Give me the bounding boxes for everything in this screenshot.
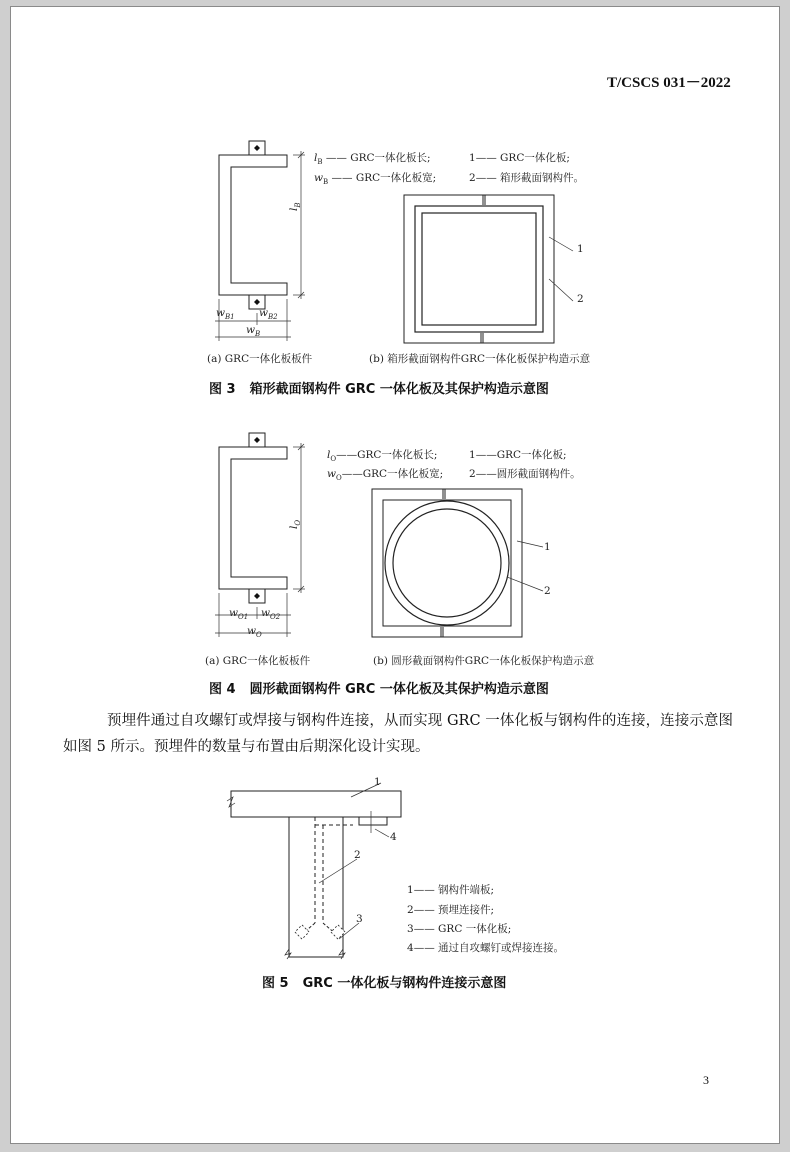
figure5-legend-4: 4—— 通过自攻螺钉或焊接连接。 bbox=[407, 942, 565, 954]
figure4-w1-label: $w_{O1}$ bbox=[229, 607, 249, 622]
figure4-w2-label: $w_{O2}$ bbox=[261, 607, 281, 622]
figure3-subcaption-b: (b) 箱形截面钢构件GRC一体化板保护构造示意 bbox=[369, 353, 591, 365]
figure3-caption: 图 3 箱形截面钢构件 GRC 一体化板及其保护构造示意图 bbox=[209, 382, 549, 397]
figure4-legend-2: 2——圆形截面钢构件。 bbox=[469, 468, 581, 480]
figure5-legend-2: 2—— 预埋连接件; bbox=[407, 904, 495, 916]
figure4-callout-2: 2 bbox=[544, 585, 551, 597]
figure3-length-label: $l_B$ bbox=[288, 202, 303, 211]
figure5-callout-1: 1 bbox=[374, 776, 381, 788]
page-number: 3 bbox=[703, 1073, 709, 1087]
figure5-callout-2: 2 bbox=[354, 849, 361, 861]
standard-number: T/CSCS 031－2022 bbox=[607, 75, 731, 91]
figure4-legend-wo: $w_O——GRC$一体化板宽; bbox=[327, 468, 444, 483]
figure5-callout-4: 4 bbox=[390, 831, 397, 843]
body-paragraph: 预埋件通过自攻螺钉或焊接与钢构件连接，从而实现 GRC 一体化板与钢构件的连接，连接示意图如图 5 所示。预埋件的数量与布置由后期深化设计实现。 bbox=[63, 713, 733, 755]
figure3-legend-2: 2—— 箱形截面钢构件。 bbox=[469, 172, 585, 184]
figure4-callout-1: 1 bbox=[544, 541, 551, 553]
figure4-subcaption-b: (b) 圆形截面钢构件GRC一体化板保护构造示意 bbox=[373, 655, 595, 667]
figure3-w-label: $w_B$ bbox=[246, 324, 261, 339]
figure3-legend-1: 1—— GRC一体化板; bbox=[469, 152, 570, 164]
figure3-subcaption-a: (a) GRC一体化板板件 bbox=[207, 353, 313, 365]
figure4-length-label: $l_O$ bbox=[288, 519, 303, 529]
figure4-legend-lo: $l_O——GRC$一体化板长; bbox=[327, 449, 438, 464]
figure3-panel-b-drawing bbox=[399, 191, 599, 351]
figure4-w-label: $w_O$ bbox=[247, 625, 262, 640]
figure3-w2-label: $w_{B2}$ bbox=[259, 307, 278, 322]
figure4-panel-a-drawing bbox=[205, 425, 315, 640]
figure3-callout-1: 1 bbox=[577, 243, 584, 255]
figure4-subcaption-a: (a) GRC一体化板板件 bbox=[205, 655, 311, 667]
figure4-caption: 图 4 圆形截面钢构件 GRC 一体化板及其保护构造示意图 bbox=[209, 682, 549, 697]
figure5-caption: 图 5 GRC 一体化板与钢构件连接示意图 bbox=[262, 976, 507, 991]
figure3-legend-wb: $w_B$ —— GRC一体化板宽; bbox=[314, 172, 437, 187]
figure5-drawing bbox=[211, 773, 411, 963]
document-page bbox=[10, 6, 780, 1144]
figure5-legend-3: 3—— GRC 一体化板; bbox=[407, 923, 512, 935]
figure3-w1-label: $w_{B1}$ bbox=[216, 307, 235, 322]
figure5-legend-1: 1—— 钢构件端板; bbox=[407, 884, 495, 896]
figure4-panel-b-drawing bbox=[367, 485, 567, 645]
figure3-callout-2: 2 bbox=[577, 293, 584, 305]
figure4-legend-1: 1——GRC一体化板; bbox=[469, 449, 567, 461]
figure3-legend-lb: $l_B$ —— GRC一体化板长; bbox=[314, 152, 431, 167]
figure5-callout-3: 3 bbox=[356, 913, 363, 925]
